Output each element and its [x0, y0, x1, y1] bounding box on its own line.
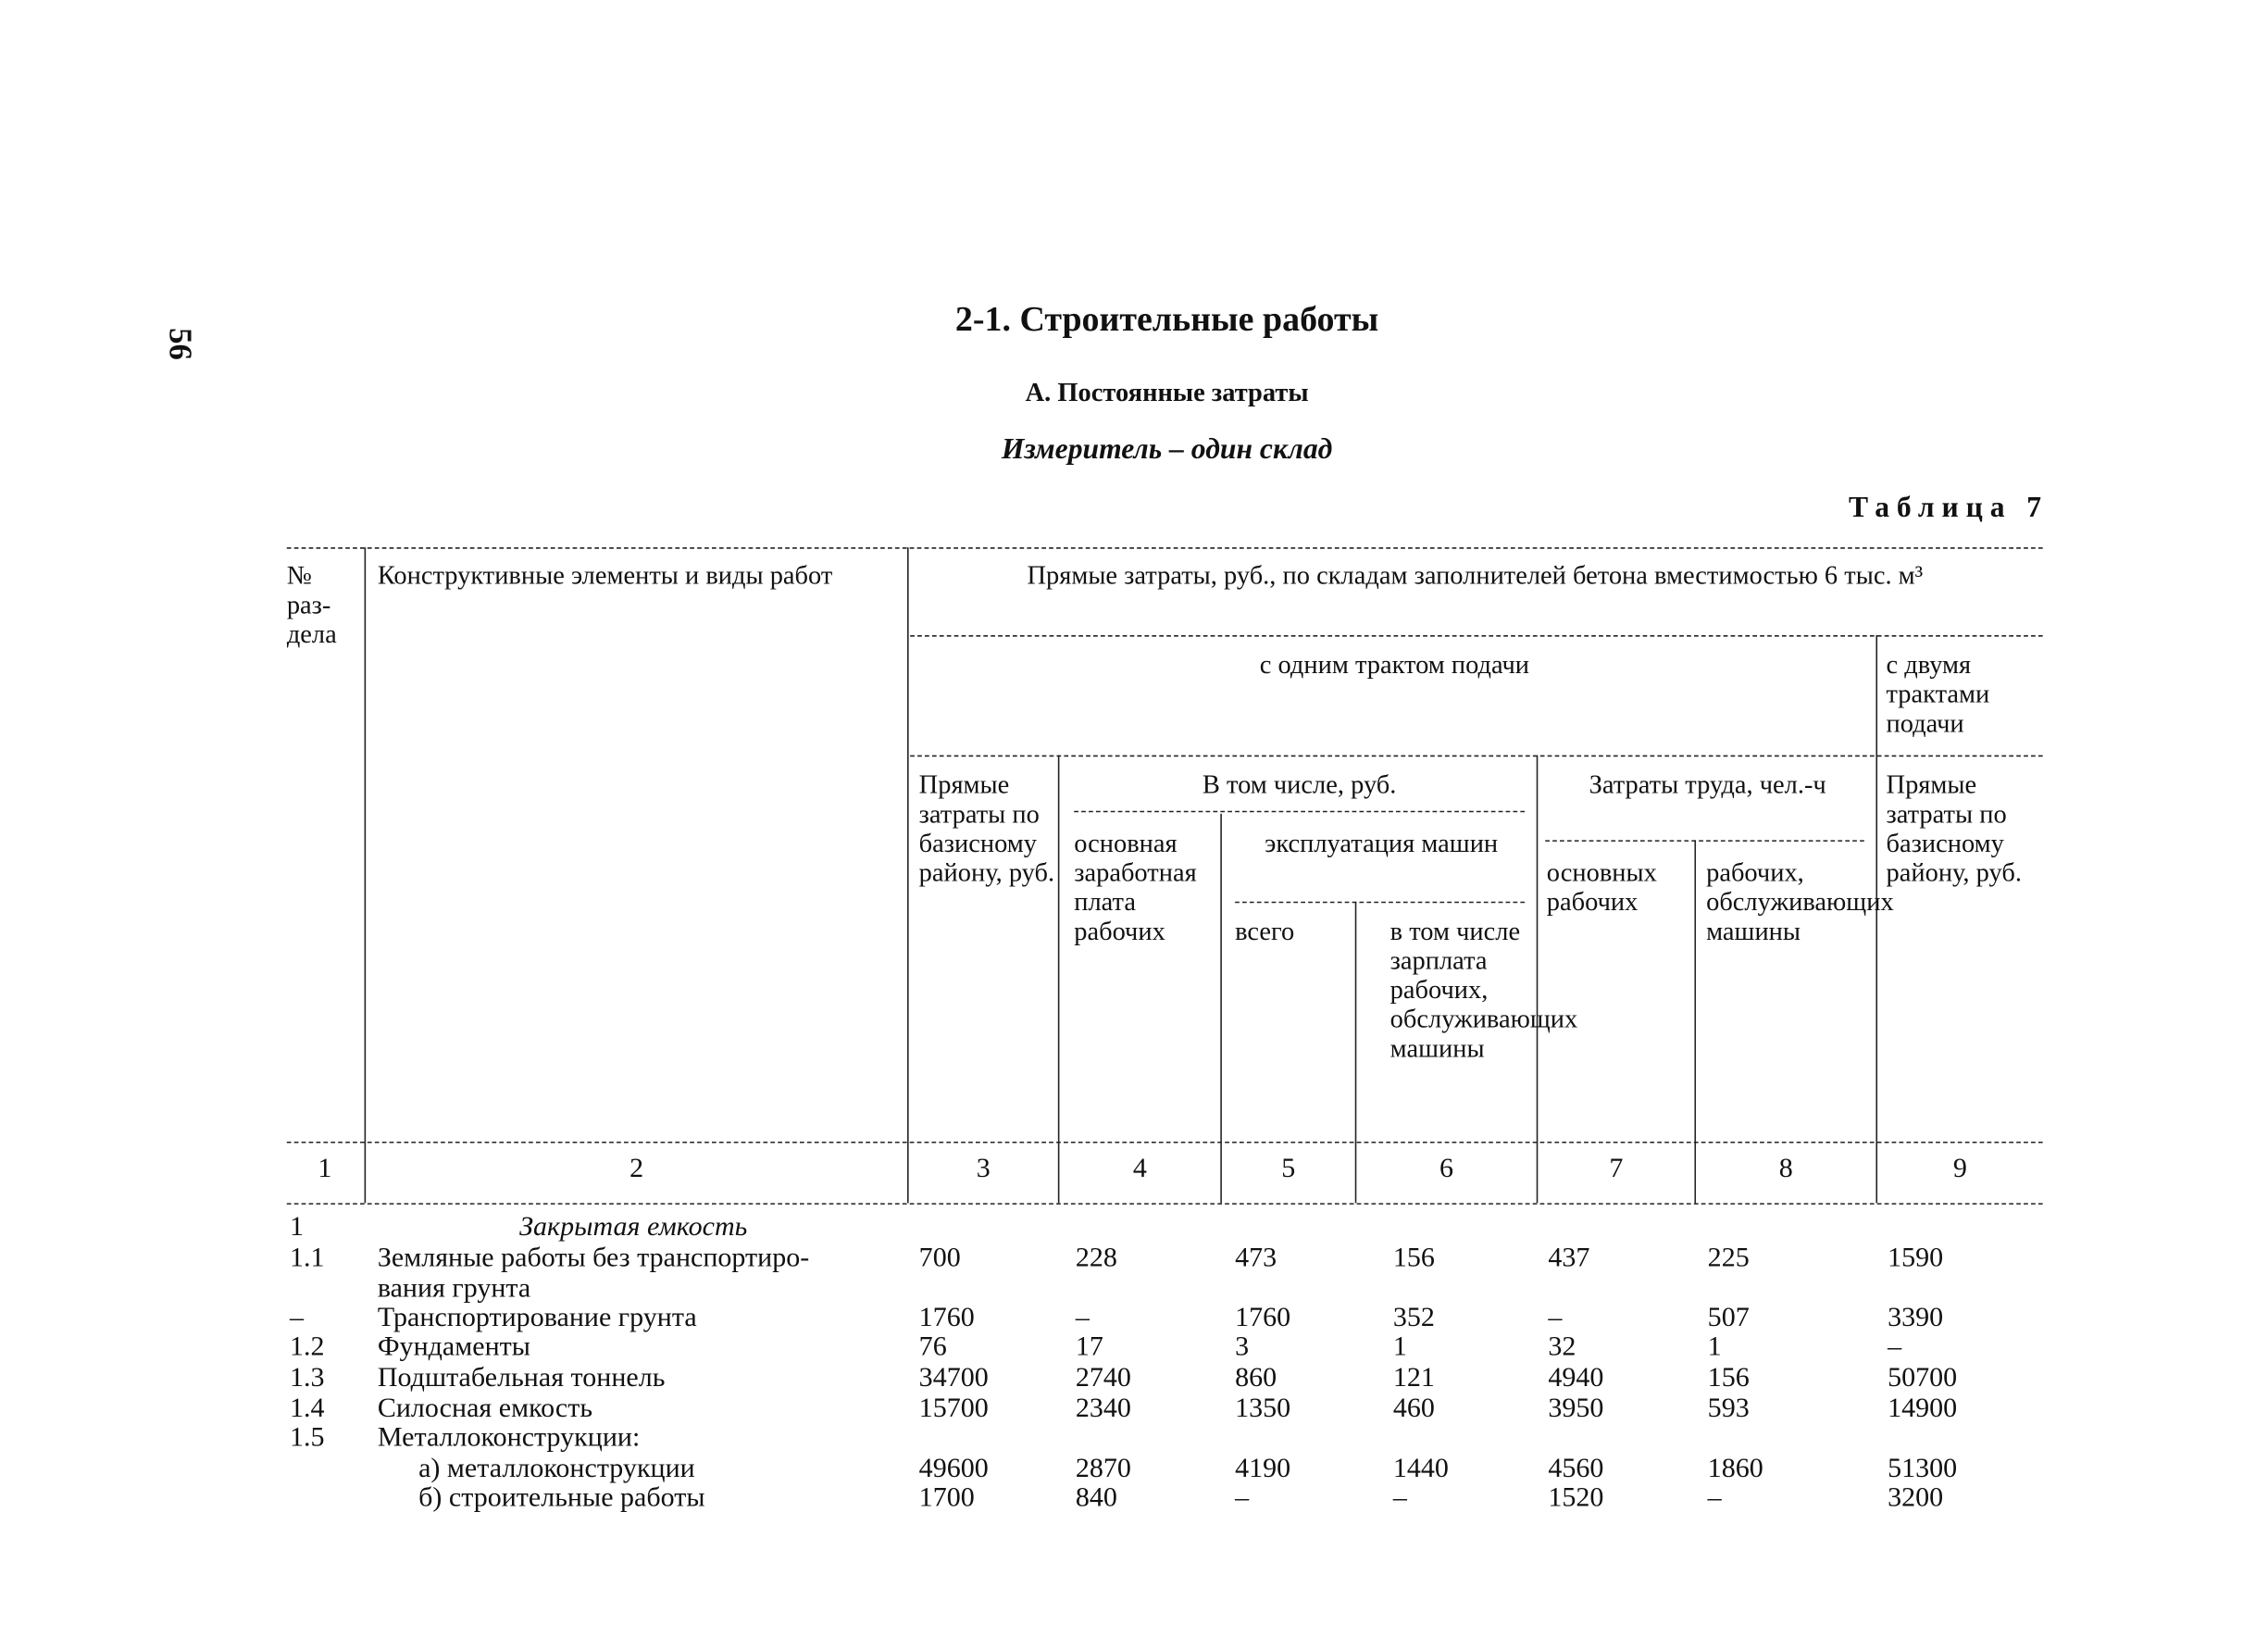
rule-numbers-bottom	[287, 1203, 2043, 1205]
cell-c4: 228	[1075, 1243, 1117, 1274]
header-col4: основная заработная плата рабочих	[1074, 828, 1197, 946]
col-number: 6	[1439, 1153, 1454, 1184]
cell-c4: 2740	[1075, 1362, 1131, 1393]
cell-c3: 49600	[918, 1453, 989, 1484]
col-number: 5	[1281, 1153, 1296, 1184]
cell-c6: –	[1392, 1482, 1407, 1514]
vline-7	[1694, 840, 1696, 1203]
cell-c3: 1760	[918, 1302, 975, 1334]
cell-c5: 4190	[1235, 1453, 1291, 1484]
col-number: 2	[629, 1153, 644, 1184]
col-number: 1	[318, 1153, 332, 1184]
cell-c6: 1	[1392, 1331, 1407, 1363]
cell-c8: 1	[1707, 1331, 1722, 1363]
rule-labor	[1545, 840, 1864, 842]
rule-header-bottom	[287, 1142, 2043, 1143]
rule-group-one	[910, 756, 2042, 757]
cell-c6: 1440	[1392, 1453, 1449, 1484]
col-number: 7	[1609, 1153, 1624, 1184]
cell-c3: 700	[918, 1243, 961, 1274]
header-col3: Прямые затраты по базисному району, руб.	[918, 769, 1055, 887]
cell-c9: 3390	[1888, 1302, 1944, 1334]
header-col5: всего	[1235, 916, 1295, 946]
cell-c5: 3	[1235, 1331, 1250, 1363]
cell-c8: 225	[1707, 1243, 1750, 1274]
cell-c9: –	[1888, 1331, 1902, 1363]
cell-c5: –	[1235, 1482, 1250, 1514]
cell-c7: 1520	[1548, 1482, 1604, 1514]
row-number: 1.4	[289, 1393, 325, 1425]
rule-top	[287, 547, 2043, 549]
header-group-incl: В том числе, руб.	[1202, 769, 1397, 800]
table-label: Таблица 7	[1849, 492, 2049, 524]
row-number: –	[289, 1302, 304, 1334]
cell-c7: –	[1548, 1302, 1563, 1334]
header-group-main: Прямые затраты, руб., по складам заполнителей бетона вместимостью 6 тыс. м³	[1027, 560, 1924, 591]
row-name: а) металлоконструкции	[418, 1453, 695, 1484]
row-name: Силосная емкость	[377, 1393, 593, 1425]
cell-c7: 4560	[1548, 1453, 1604, 1484]
cell-c7: 32	[1548, 1331, 1576, 1363]
col-number: 4	[1132, 1153, 1147, 1184]
vline-4	[1220, 814, 1222, 1203]
cell-c7: 3950	[1548, 1393, 1604, 1425]
row-number: 1.2	[289, 1331, 325, 1363]
vline-2	[907, 547, 909, 1203]
cell-c8: –	[1707, 1482, 1722, 1514]
cell-c9: 50700	[1888, 1362, 1958, 1393]
vline-8	[1875, 635, 1877, 1203]
header-group-labor: Затраты труда, чел.-ч	[1589, 769, 1826, 800]
row-name: Металлоконструкции:	[377, 1422, 641, 1454]
cell-c9: 51300	[1888, 1453, 1958, 1484]
header-col8: рабочих, обслуживающих машины	[1706, 857, 1894, 946]
header-group-two: с двумя трактами подачи	[1886, 649, 1990, 738]
header-col9: Прямые затраты по базисному району, руб.	[1886, 769, 2022, 887]
col-number: 3	[976, 1153, 991, 1184]
header-col2: Конструктивные элементы и виды работ	[377, 560, 833, 591]
header-col6: в том числе зарплата рабочих, обслуживающих машины	[1389, 916, 1578, 1063]
page-number: 56	[162, 328, 199, 360]
rule-group-main	[910, 635, 2042, 637]
cell-c8: 593	[1707, 1393, 1750, 1425]
row-section-title: Закрытая емкость	[519, 1211, 748, 1243]
measure-unit: Измеритель – один склад	[1001, 432, 1333, 466]
cell-c8: 156	[1707, 1362, 1750, 1393]
cell-c6: 352	[1392, 1302, 1435, 1334]
cell-c4: –	[1075, 1302, 1090, 1334]
cell-c5: 860	[1235, 1362, 1277, 1393]
section-subtitle: А. Постоянные затраты	[1025, 377, 1309, 407]
cell-c3: 34700	[918, 1362, 989, 1393]
cell-c5: 1350	[1235, 1393, 1291, 1425]
col-number: 9	[1952, 1153, 1967, 1184]
cell-c3: 15700	[918, 1393, 989, 1425]
cell-c7: 4940	[1548, 1362, 1604, 1393]
cell-c7: 437	[1548, 1243, 1590, 1274]
cell-c4: 17	[1075, 1331, 1103, 1363]
cell-c5: 473	[1235, 1243, 1277, 1274]
row-number: 1.5	[289, 1422, 325, 1454]
cell-c6: 121	[1392, 1362, 1435, 1393]
header-group-exp: эксплуатация машин	[1265, 828, 1499, 858]
cell-c6: 460	[1392, 1393, 1435, 1425]
cell-c4: 840	[1075, 1482, 1117, 1514]
header-col7: основных рабочих	[1546, 857, 1657, 917]
cell-c9: 14900	[1888, 1393, 1958, 1425]
cell-c5: 1760	[1235, 1302, 1291, 1334]
row-name: Транспортирование грунта	[377, 1302, 697, 1334]
cell-c4: 2870	[1075, 1453, 1131, 1484]
header-group-one: с одним трактом подачи	[1259, 649, 1530, 680]
cell-c8: 507	[1707, 1302, 1750, 1334]
col-number: 8	[1778, 1153, 1793, 1184]
vline-6	[1537, 756, 1539, 1204]
vline-3	[1058, 756, 1060, 1204]
cell-c9: 3200	[1888, 1482, 1944, 1514]
cell-c4: 2340	[1075, 1393, 1131, 1425]
row-number: 1	[289, 1211, 304, 1243]
row-name: Земляные работы без транспортиро- вания грунта	[377, 1243, 810, 1304]
cell-c3: 76	[918, 1331, 947, 1363]
vline-1	[365, 547, 367, 1203]
cell-c8: 1860	[1707, 1453, 1763, 1484]
cell-c3: 1700	[918, 1482, 975, 1514]
cell-c9: 1590	[1888, 1243, 1944, 1274]
rule-incl	[1074, 811, 1525, 813]
page-title: 2-1. Строительные работы	[954, 301, 1379, 340]
row-number: 1.1	[289, 1243, 325, 1274]
header-col1: № раз-дела	[286, 560, 337, 649]
row-name: Фундаменты	[377, 1331, 530, 1363]
row-number: 1.3	[289, 1362, 325, 1393]
row-name: б) строительные работы	[418, 1482, 705, 1514]
row-name: Подштабельная тоннель	[377, 1362, 666, 1393]
cell-c6: 156	[1392, 1243, 1435, 1274]
rule-exp	[1235, 902, 1525, 904]
